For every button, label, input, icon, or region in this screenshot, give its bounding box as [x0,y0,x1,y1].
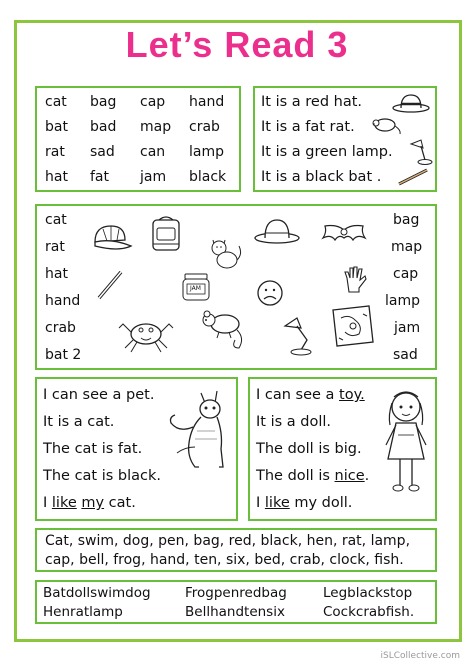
page-title: Let’s Read 3 [125,24,349,65]
hand-icon [341,264,369,294]
rat-icon [367,114,403,136]
story-last-line: I like my cat. [43,495,136,511]
word-grid-box [35,86,241,192]
watermark: iSLCollective.com [380,651,460,661]
rat-icon [195,304,247,350]
right-word: cap [393,266,419,282]
cap-icon [89,220,133,254]
word-list-line: cap, bell, frog, hand, ten, six, bed, crab, clock, fish. [45,552,404,568]
left-word: hand [45,293,81,309]
sentence: It is a fat rat. [261,119,355,135]
grid-word: bag [90,94,117,110]
right-word: sad [393,347,418,363]
left-word: bat 2 [45,347,82,363]
jam-jar-icon [179,272,213,302]
story-line: I can see a pet. [43,387,155,403]
underlined-toy: toy. [339,387,365,403]
bag-icon [147,214,185,254]
grid-word: can [140,144,166,160]
grid-word: lamp [189,144,224,160]
left-word: rat [45,239,65,255]
story-nice-line: The doll is nice. [256,468,370,484]
grid-word: fat [90,169,109,185]
right-word: bag [393,212,420,228]
matching-box [35,204,437,370]
bat-animal-icon [319,222,369,248]
left-word: crab [45,320,76,336]
story-first-line: I can see a toy. [256,387,365,403]
grid-word: sad [90,144,115,160]
grid-word: map [140,119,172,135]
grid-word: cat [45,94,67,110]
lamp-icon [279,316,319,356]
crab-icon [117,312,175,354]
left-word: cat [45,212,67,228]
right-word: jam [394,320,421,336]
cat-icon [165,387,235,477]
map-icon [329,304,377,350]
word-snake: Legblackstop [323,585,413,601]
grid-word: crab [189,119,220,135]
pet-story-box [35,377,238,521]
bat-icon [95,268,125,302]
bat-icon [395,166,433,188]
word-snake: Frogpenredbag [185,585,287,601]
grid-word: hat [45,169,68,185]
sad-face-icon [255,278,285,308]
grid-word: hand [189,94,225,110]
grid-word: cap [140,94,166,110]
left-word: hat [45,266,68,282]
grid-word: jam [140,169,167,185]
story-last-line: I like my doll. [256,495,353,511]
word-snake: Bellhandtensix [185,604,285,620]
word-list-box [35,528,437,572]
underlined-like: like [264,495,290,511]
story-line: The doll is big. [256,441,362,457]
underlined-like: like [51,495,77,511]
word-list-line: Cat, swim, dog, pen, bag, red, black, hen, rat, lamp, [45,533,411,549]
word-snake: Henratlamp [43,604,123,620]
story-line: The cat is fat. [43,441,143,457]
toy-story-box [248,377,437,521]
cat-icon [205,234,245,270]
underlined-nice: nice [334,468,365,484]
story-line: It is a doll. [256,414,331,430]
word-snake: Cockcrabfish. [323,604,415,620]
sentences-box [253,86,437,192]
story-line: The cat is black. [43,468,162,484]
right-word: map [391,239,423,255]
right-word: lamp [385,293,420,309]
underlined-my: my [81,495,105,511]
sentence: It is a red hat. [261,94,363,110]
word-snake: Batdollswimdog [43,585,151,601]
lamp-icon [407,138,435,166]
jam-label: JAM [190,285,201,292]
hat-icon [391,90,431,114]
grid-word: rat [45,144,65,160]
grid-word: bat [45,119,68,135]
grid-word: bad [90,119,117,135]
sentence: It is a green lamp. [261,144,393,160]
story-line: It is a cat. [43,414,115,430]
hat-icon [253,216,301,246]
word-snake-box [35,580,437,624]
sentence: It is a black bat . [261,169,382,185]
doll-icon [378,385,434,497]
grid-word: black [189,169,227,185]
